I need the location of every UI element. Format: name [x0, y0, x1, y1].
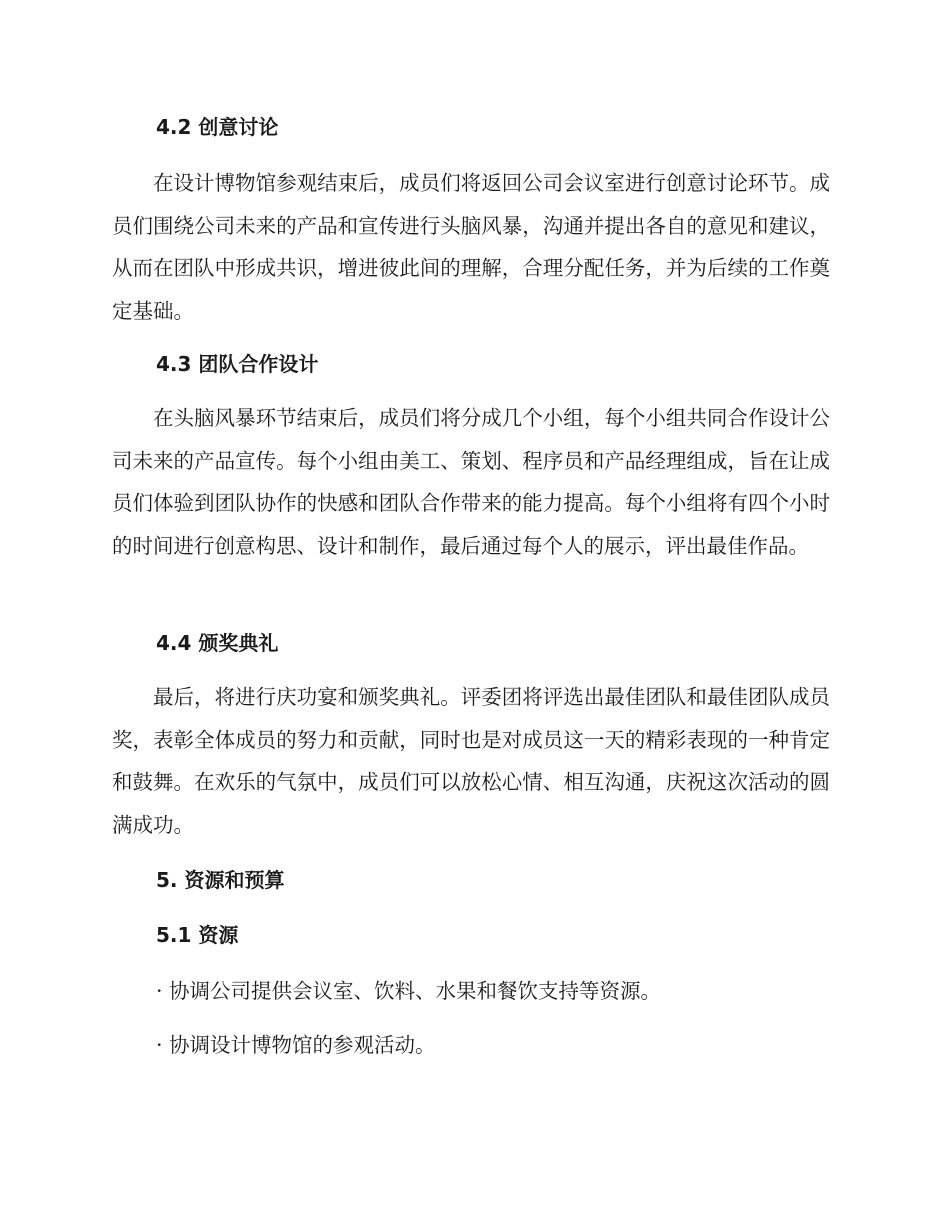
section-heading-4-3: 4.3 团队合作设计 [156, 352, 319, 376]
section-paragraph-4-3: 在头脑风暴环节结束后，成员们将分成几个小组，每个小组共同合作设计公司未来的产品宣传。每个小组由美工、策划、程序员和产品经理组成，旨在让成员们体验到团队协作的快感和团队合作带来的能力提高。每个小组将有四个小时的时间进行创意构思、设计和制作，最后通过每个人的展示，评出最佳作品。 [112, 406, 830, 558]
list-item: · 协调公司提供会议室、饮料、水果和餐饮支持等资源。 [156, 979, 662, 1003]
section-heading-4-2: 4.2 创意讨论 [156, 115, 279, 139]
list-item: · 协调设计博物馆的参观活动。 [156, 1033, 436, 1057]
section-paragraph-4-4: 最后，将进行庆功宴和颁奖典礼。评委团将评选出最佳团队和最佳团队成员奖，表彰全体成员的努力和贡献，同时也是对成员这一天的精彩表现的一种肯定和鼓舞。在欢乐的气氛中，成员们可以放松心情、相互沟通，庆祝这次活动的圆满成功。 [112, 685, 830, 837]
section-heading-4-4: 4.4 颁奖典礼 [156, 631, 279, 655]
section-heading-5-1: 5.1 资源 [156, 923, 239, 947]
section-heading-5: 5. 资源和预算 [156, 868, 285, 892]
section-paragraph-4-2: 在设计博物馆参观结束后，成员们将返回公司会议室进行创意讨论环节。成员们围绕公司未来的产品和宣传进行头脑风暴，沟通并提出各自的意见和建议，从而在团队中形成共识，增进彼此间的理解，合理分配任务，并为后续的工作奠定基础。 [112, 171, 830, 323]
